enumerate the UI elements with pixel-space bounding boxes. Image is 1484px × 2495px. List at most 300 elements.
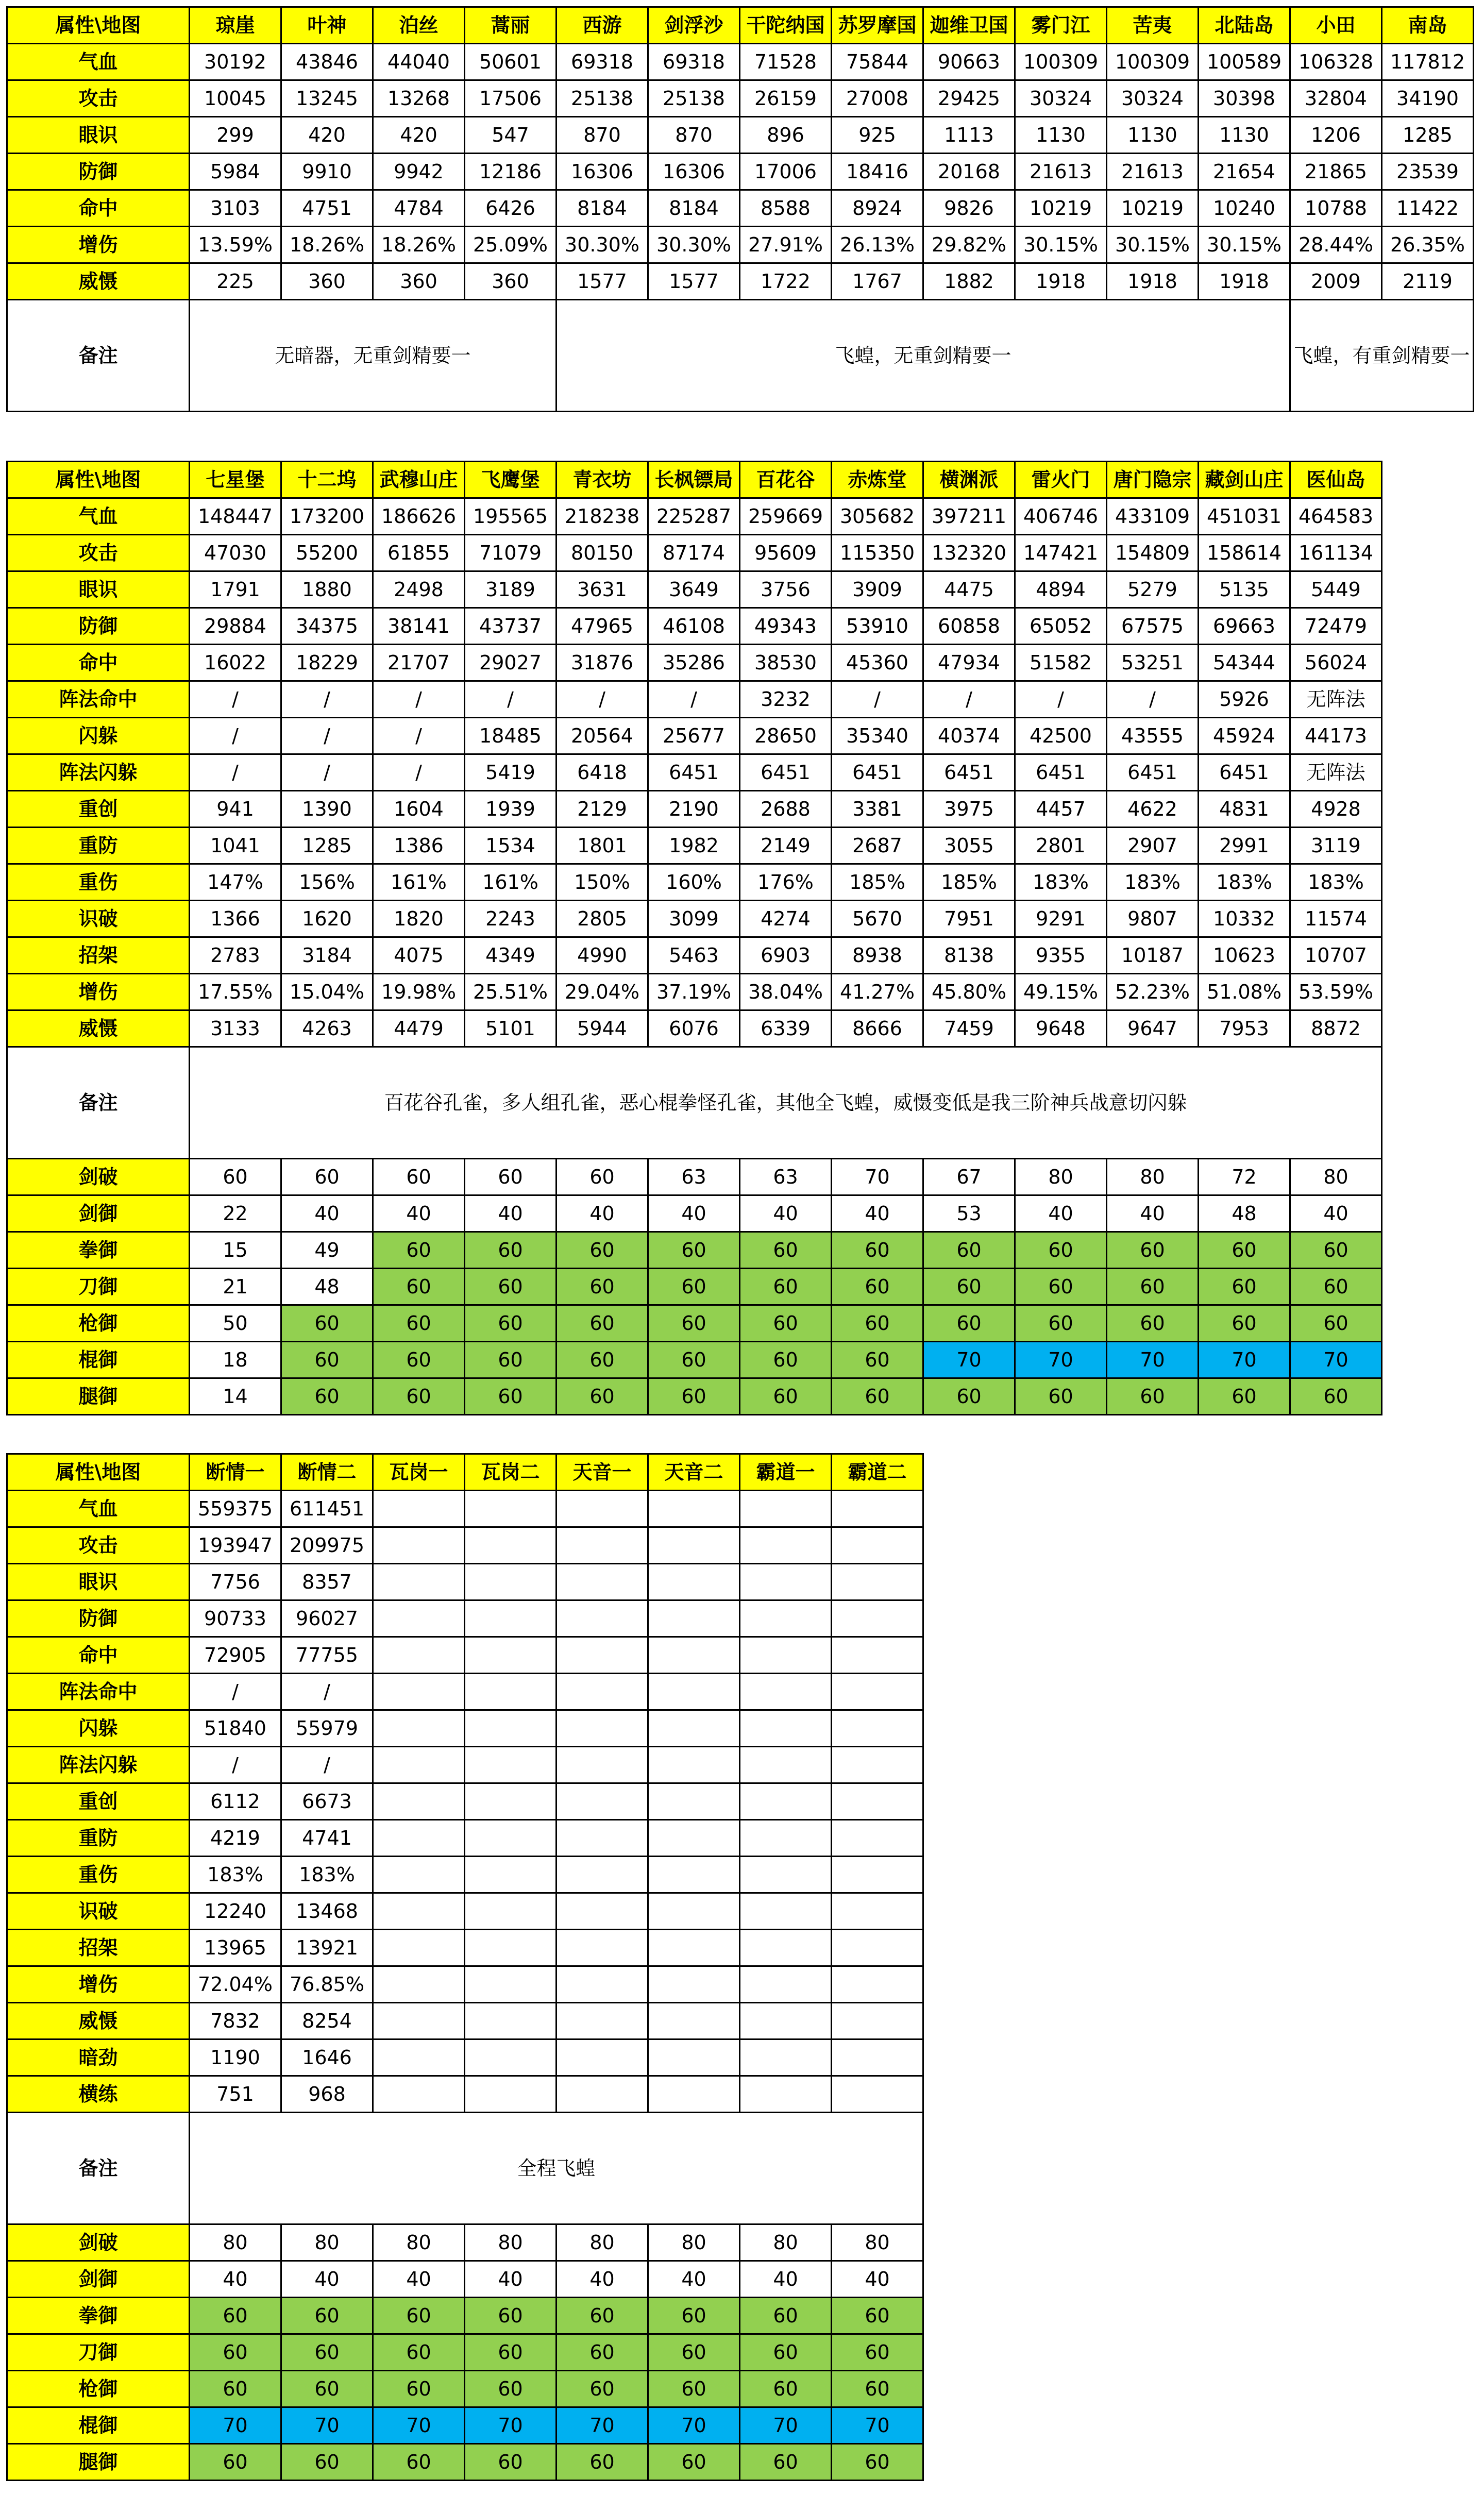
- value-cell[interactable]: [373, 1930, 465, 1966]
- value-cell[interactable]: 1722: [740, 263, 832, 300]
- value-cell[interactable]: 40374: [923, 718, 1015, 754]
- value-cell[interactable]: 25138: [556, 80, 648, 117]
- value-cell[interactable]: 60: [281, 2298, 373, 2334]
- value-cell[interactable]: 49343: [740, 608, 832, 645]
- value-cell[interactable]: 67575: [1107, 608, 1199, 645]
- value-cell[interactable]: 27008: [832, 80, 923, 117]
- corner-header-cell[interactable]: 属性\地图: [7, 7, 190, 44]
- value-cell[interactable]: 3232: [740, 681, 832, 718]
- value-cell[interactable]: [465, 1783, 556, 1820]
- value-cell[interactable]: [648, 1491, 740, 1527]
- value-cell[interactable]: [373, 1820, 465, 1857]
- value-cell[interactable]: [556, 1893, 648, 1930]
- row-label-cell[interactable]: 重创: [7, 791, 190, 828]
- value-cell[interactable]: 8924: [832, 190, 923, 227]
- value-cell[interactable]: 56024: [1290, 645, 1382, 681]
- value-cell[interactable]: 9807: [1107, 901, 1199, 937]
- map-header-cell[interactable]: 七星堡: [190, 462, 281, 498]
- value-cell[interactable]: 5926: [1199, 681, 1290, 718]
- value-cell[interactable]: 70: [832, 2407, 923, 2444]
- value-cell[interactable]: 35340: [832, 718, 923, 754]
- value-cell[interactable]: [832, 2076, 923, 2113]
- value-cell[interactable]: 23539: [1382, 154, 1474, 190]
- value-cell[interactable]: 60: [1199, 1232, 1290, 1269]
- value-cell[interactable]: 48: [1199, 1195, 1290, 1232]
- value-cell[interactable]: 1604: [373, 791, 465, 828]
- value-cell[interactable]: 60: [190, 2444, 281, 2481]
- value-cell[interactable]: 45360: [832, 645, 923, 681]
- value-cell[interactable]: 13468: [281, 1893, 373, 1930]
- value-cell[interactable]: 40: [648, 1195, 740, 1232]
- value-cell[interactable]: 547: [465, 117, 556, 154]
- value-cell[interactable]: 4075: [373, 937, 465, 974]
- value-cell[interactable]: 225: [190, 263, 281, 300]
- value-cell[interactable]: 28.44%: [1290, 227, 1382, 263]
- value-cell[interactable]: [648, 2076, 740, 2113]
- map-header-cell[interactable]: 武穆山庄: [373, 462, 465, 498]
- value-cell[interactable]: 43737: [465, 608, 556, 645]
- row-label-cell[interactable]: 攻击: [7, 1527, 190, 1564]
- value-cell[interactable]: 3975: [923, 791, 1015, 828]
- value-cell[interactable]: [373, 1857, 465, 1893]
- value-cell[interactable]: 6339: [740, 1010, 832, 1047]
- value-cell[interactable]: 5944: [556, 1010, 648, 1047]
- value-cell[interactable]: 30324: [1107, 80, 1199, 117]
- value-cell[interactable]: 70: [465, 2407, 556, 2444]
- value-cell[interactable]: 968: [281, 2076, 373, 2113]
- value-cell[interactable]: 2805: [556, 901, 648, 937]
- value-cell[interactable]: 2783: [190, 937, 281, 974]
- row-label-cell[interactable]: 增伤: [7, 1966, 190, 2003]
- value-cell[interactable]: 16022: [190, 645, 281, 681]
- value-cell[interactable]: 26.13%: [832, 227, 923, 263]
- value-cell[interactable]: [373, 1491, 465, 1527]
- value-cell[interactable]: 1577: [556, 263, 648, 300]
- value-cell[interactable]: 3909: [832, 571, 923, 608]
- map-header-cell[interactable]: 小田: [1290, 7, 1382, 44]
- value-cell[interactable]: 22: [190, 1195, 281, 1232]
- value-cell[interactable]: 60: [556, 2298, 648, 2334]
- value-cell[interactable]: [373, 1710, 465, 1747]
- map-header-cell[interactable]: 赤炼堂: [832, 462, 923, 498]
- value-cell[interactable]: 9826: [923, 190, 1015, 227]
- row-label-cell[interactable]: 命中: [7, 1637, 190, 1674]
- value-cell[interactable]: 40: [740, 1195, 832, 1232]
- value-cell[interactable]: [373, 1783, 465, 1820]
- value-cell[interactable]: 60: [648, 2298, 740, 2334]
- value-cell[interactable]: 6673: [281, 1783, 373, 1820]
- map-header-cell[interactable]: 干陀纳国: [740, 7, 832, 44]
- value-cell[interactable]: [556, 1527, 648, 1564]
- value-cell[interactable]: 6451: [1015, 754, 1107, 791]
- value-cell[interactable]: 10045: [190, 80, 281, 117]
- value-cell[interactable]: 60: [465, 2444, 556, 2481]
- row-label-cell[interactable]: 腿御: [7, 2444, 190, 2481]
- value-cell[interactable]: 60: [740, 2371, 832, 2407]
- value-cell[interactable]: [740, 1710, 832, 1747]
- map-header-cell[interactable]: 霸道一: [740, 1454, 832, 1491]
- value-cell[interactable]: 11574: [1290, 901, 1382, 937]
- value-cell[interactable]: 38141: [373, 608, 465, 645]
- row-label-cell[interactable]: 剑破: [7, 1159, 190, 1195]
- value-cell[interactable]: 21707: [373, 645, 465, 681]
- value-cell[interactable]: 30.15%: [1015, 227, 1107, 263]
- value-cell[interactable]: 60: [373, 1305, 465, 1342]
- value-cell[interactable]: 80: [832, 2224, 923, 2261]
- value-cell[interactable]: 6418: [556, 754, 648, 791]
- value-cell[interactable]: 1285: [1382, 117, 1474, 154]
- row-label-cell[interactable]: 威慑: [7, 263, 190, 300]
- value-cell[interactable]: 60: [648, 2371, 740, 2407]
- value-cell[interactable]: [832, 2003, 923, 2039]
- row-label-cell[interactable]: 棍御: [7, 1342, 190, 1378]
- value-cell[interactable]: [740, 1857, 832, 1893]
- value-cell[interactable]: 14: [190, 1378, 281, 1415]
- value-cell[interactable]: 65052: [1015, 608, 1107, 645]
- value-cell[interactable]: 10187: [1107, 937, 1199, 974]
- row-label-cell[interactable]: 腿御: [7, 1378, 190, 1415]
- value-cell[interactable]: 209975: [281, 1527, 373, 1564]
- value-cell[interactable]: 299: [190, 117, 281, 154]
- value-cell[interactable]: /: [465, 681, 556, 718]
- value-cell[interactable]: /: [281, 681, 373, 718]
- value-cell[interactable]: 6112: [190, 1783, 281, 1820]
- value-cell[interactable]: 100309: [1015, 44, 1107, 80]
- value-cell[interactable]: 60: [832, 1232, 923, 1269]
- value-cell[interactable]: 8666: [832, 1010, 923, 1047]
- value-cell[interactable]: 29425: [923, 80, 1015, 117]
- value-cell[interactable]: 70: [740, 2407, 832, 2444]
- value-cell[interactable]: 60: [465, 1159, 556, 1195]
- value-cell[interactable]: 2009: [1290, 263, 1382, 300]
- map-header-cell[interactable]: 瓦岗二: [465, 1454, 556, 1491]
- value-cell[interactable]: 12186: [465, 154, 556, 190]
- row-label-cell[interactable]: 命中: [7, 645, 190, 681]
- value-cell[interactable]: 51840: [190, 1710, 281, 1747]
- value-cell[interactable]: [832, 1930, 923, 1966]
- value-cell[interactable]: [832, 1966, 923, 2003]
- row-label-cell[interactable]: 阵法闪躲: [7, 1747, 190, 1783]
- value-cell[interactable]: 60: [1107, 1269, 1199, 1305]
- value-cell[interactable]: 100309: [1107, 44, 1199, 80]
- value-cell[interactable]: 63: [648, 1159, 740, 1195]
- value-cell[interactable]: [740, 1930, 832, 1966]
- value-cell[interactable]: [556, 1747, 648, 1783]
- value-cell[interactable]: 259669: [740, 498, 832, 535]
- value-cell[interactable]: 8254: [281, 2003, 373, 2039]
- value-cell[interactable]: 60: [465, 1232, 556, 1269]
- value-cell[interactable]: 32804: [1290, 80, 1382, 117]
- value-cell[interactable]: 2119: [1382, 263, 1474, 300]
- value-cell[interactable]: 60: [832, 2298, 923, 2334]
- value-cell[interactable]: 60: [832, 1269, 923, 1305]
- value-cell[interactable]: /: [1015, 681, 1107, 718]
- value-cell[interactable]: 5449: [1290, 571, 1382, 608]
- value-cell[interactable]: 17006: [740, 154, 832, 190]
- value-cell[interactable]: 161%: [465, 864, 556, 901]
- value-cell[interactable]: [648, 1930, 740, 1966]
- value-cell[interactable]: 1285: [281, 828, 373, 864]
- value-cell[interactable]: /: [281, 1747, 373, 1783]
- value-cell[interactable]: 10623: [1199, 937, 1290, 974]
- value-cell[interactable]: 25.09%: [465, 227, 556, 263]
- value-cell[interactable]: 3381: [832, 791, 923, 828]
- value-cell[interactable]: 60: [373, 2334, 465, 2371]
- row-label-cell[interactable]: 重伤: [7, 1857, 190, 1893]
- value-cell[interactable]: 360: [373, 263, 465, 300]
- value-cell[interactable]: [740, 1966, 832, 2003]
- value-cell[interactable]: 40: [373, 1195, 465, 1232]
- value-cell[interactable]: [832, 1527, 923, 1564]
- value-cell[interactable]: 15.04%: [281, 974, 373, 1010]
- row-label-cell[interactable]: 刀御: [7, 1269, 190, 1305]
- row-label-cell[interactable]: 防御: [7, 154, 190, 190]
- value-cell[interactable]: 3119: [1290, 828, 1382, 864]
- notes-label-cell[interactable]: 备注: [7, 300, 190, 412]
- value-cell[interactable]: 80: [190, 2224, 281, 2261]
- value-cell[interactable]: 161134: [1290, 535, 1382, 571]
- value-cell[interactable]: 9648: [1015, 1010, 1107, 1047]
- value-cell[interactable]: 173200: [281, 498, 373, 535]
- value-cell[interactable]: 9647: [1107, 1010, 1199, 1047]
- value-cell[interactable]: 29.82%: [923, 227, 1015, 263]
- value-cell[interactable]: /: [1107, 681, 1199, 718]
- value-cell[interactable]: [648, 1966, 740, 2003]
- note-cell[interactable]: 全程飞蝗: [190, 2113, 923, 2224]
- row-label-cell[interactable]: 阵法命中: [7, 1674, 190, 1710]
- value-cell[interactable]: 2907: [1107, 828, 1199, 864]
- value-cell[interactable]: 72479: [1290, 608, 1382, 645]
- map-header-cell[interactable]: 蒿丽: [465, 7, 556, 44]
- value-cell[interactable]: 40: [740, 2261, 832, 2298]
- value-cell[interactable]: [740, 2039, 832, 2076]
- value-cell[interactable]: [373, 1564, 465, 1600]
- value-cell[interactable]: 75844: [832, 44, 923, 80]
- value-cell[interactable]: 60: [190, 2334, 281, 2371]
- map-header-cell[interactable]: 苦夷: [1107, 7, 1199, 44]
- value-cell[interactable]: [373, 1674, 465, 1710]
- value-cell[interactable]: 69318: [648, 44, 740, 80]
- value-cell[interactable]: 40: [648, 2261, 740, 2298]
- value-cell[interactable]: 72.04%: [190, 1966, 281, 2003]
- value-cell[interactable]: 6076: [648, 1010, 740, 1047]
- value-cell[interactable]: /: [373, 681, 465, 718]
- value-cell[interactable]: [465, 1527, 556, 1564]
- value-cell[interactable]: 71528: [740, 44, 832, 80]
- value-cell[interactable]: 70: [1290, 1342, 1382, 1378]
- row-label-cell[interactable]: 剑破: [7, 2224, 190, 2261]
- value-cell[interactable]: 61855: [373, 535, 465, 571]
- value-cell[interactable]: 60: [648, 1378, 740, 1415]
- value-cell[interactable]: 19.98%: [373, 974, 465, 1010]
- row-label-cell[interactable]: 威慑: [7, 1010, 190, 1047]
- value-cell[interactable]: [832, 1674, 923, 1710]
- value-cell[interactable]: [373, 1966, 465, 2003]
- map-header-cell[interactable]: 医仙岛: [1290, 462, 1382, 498]
- value-cell[interactable]: 1918: [1107, 263, 1199, 300]
- value-cell[interactable]: [556, 1674, 648, 1710]
- row-label-cell[interactable]: 重防: [7, 1820, 190, 1857]
- row-label-cell[interactable]: 拳御: [7, 2298, 190, 2334]
- map-header-cell[interactable]: 南岛: [1382, 7, 1474, 44]
- value-cell[interactable]: 72905: [190, 1637, 281, 1674]
- value-cell[interactable]: 70: [373, 2407, 465, 2444]
- value-cell[interactable]: [648, 1600, 740, 1637]
- row-label-cell[interactable]: 枪御: [7, 2371, 190, 2407]
- value-cell[interactable]: 30.30%: [648, 227, 740, 263]
- value-cell[interactable]: 185%: [923, 864, 1015, 901]
- value-cell[interactable]: 4475: [923, 571, 1015, 608]
- value-cell[interactable]: 80: [648, 2224, 740, 2261]
- row-label-cell[interactable]: 眼识: [7, 1564, 190, 1600]
- value-cell[interactable]: 420: [281, 117, 373, 154]
- map-header-cell[interactable]: 苏罗摩国: [832, 7, 923, 44]
- value-cell[interactable]: 70: [648, 2407, 740, 2444]
- value-cell[interactable]: 183%: [1015, 864, 1107, 901]
- value-cell[interactable]: 40: [1107, 1195, 1199, 1232]
- value-cell[interactable]: 60: [373, 1269, 465, 1305]
- value-cell[interactable]: 3631: [556, 571, 648, 608]
- value-cell[interactable]: 13.59%: [190, 227, 281, 263]
- value-cell[interactable]: 2129: [556, 791, 648, 828]
- value-cell[interactable]: 52.23%: [1107, 974, 1199, 1010]
- value-cell[interactable]: 34190: [1382, 80, 1474, 117]
- value-cell[interactable]: [740, 1491, 832, 1527]
- value-cell[interactable]: [556, 1857, 648, 1893]
- value-cell[interactable]: 60: [648, 2444, 740, 2481]
- value-cell[interactable]: 9910: [281, 154, 373, 190]
- value-cell[interactable]: 26159: [740, 80, 832, 117]
- row-label-cell[interactable]: 防御: [7, 1600, 190, 1637]
- value-cell[interactable]: 31876: [556, 645, 648, 681]
- value-cell[interactable]: 106328: [1290, 44, 1382, 80]
- value-cell[interactable]: 1130: [1107, 117, 1199, 154]
- value-cell[interactable]: [832, 1600, 923, 1637]
- value-cell[interactable]: [648, 1820, 740, 1857]
- row-label-cell[interactable]: 重创: [7, 1783, 190, 1820]
- value-cell[interactable]: 49.15%: [1015, 974, 1107, 1010]
- row-label-cell[interactable]: 阵法闪躲: [7, 754, 190, 791]
- value-cell[interactable]: 35286: [648, 645, 740, 681]
- value-cell[interactable]: 60: [648, 1232, 740, 1269]
- value-cell[interactable]: 43555: [1107, 718, 1199, 754]
- value-cell[interactable]: 18416: [832, 154, 923, 190]
- value-cell[interactable]: 185%: [832, 864, 923, 901]
- value-cell[interactable]: 60: [465, 2371, 556, 2407]
- value-cell[interactable]: 50601: [465, 44, 556, 80]
- value-cell[interactable]: 60: [373, 1378, 465, 1415]
- value-cell[interactable]: 60: [556, 1305, 648, 1342]
- value-cell[interactable]: [465, 1564, 556, 1600]
- value-cell[interactable]: 45.80%: [923, 974, 1015, 1010]
- value-cell[interactable]: 8357: [281, 1564, 373, 1600]
- value-cell[interactable]: 80: [465, 2224, 556, 2261]
- value-cell[interactable]: [465, 1893, 556, 1930]
- value-cell[interactable]: 1801: [556, 828, 648, 864]
- value-cell[interactable]: [465, 1600, 556, 1637]
- value-cell[interactable]: 1620: [281, 901, 373, 937]
- value-cell[interactable]: 4990: [556, 937, 648, 974]
- value-cell[interactable]: 176%: [740, 864, 832, 901]
- value-cell[interactable]: 420: [373, 117, 465, 154]
- value-cell[interactable]: 60: [1107, 1305, 1199, 1342]
- value-cell[interactable]: 158614: [1199, 535, 1290, 571]
- value-cell[interactable]: 16306: [556, 154, 648, 190]
- map-header-cell[interactable]: 十二坞: [281, 462, 373, 498]
- value-cell[interactable]: 6451: [648, 754, 740, 791]
- value-cell[interactable]: 13268: [373, 80, 465, 117]
- value-cell[interactable]: 1113: [923, 117, 1015, 154]
- map-header-cell[interactable]: 长枫镖局: [648, 462, 740, 498]
- value-cell[interactable]: 1791: [190, 571, 281, 608]
- value-cell[interactable]: 60: [556, 1232, 648, 1269]
- map-header-cell[interactable]: 北陆岛: [1199, 7, 1290, 44]
- value-cell[interactable]: [648, 1564, 740, 1600]
- value-cell[interactable]: 2149: [740, 828, 832, 864]
- row-label-cell[interactable]: 阵法命中: [7, 681, 190, 718]
- value-cell[interactable]: 30.15%: [1107, 227, 1199, 263]
- value-cell[interactable]: 60: [465, 2334, 556, 2371]
- value-cell[interactable]: [373, 1600, 465, 1637]
- value-cell[interactable]: 60: [373, 1159, 465, 1195]
- value-cell[interactable]: 21613: [1107, 154, 1199, 190]
- value-cell[interactable]: 60: [740, 1232, 832, 1269]
- value-cell[interactable]: 5101: [465, 1010, 556, 1047]
- value-cell[interactable]: 6426: [465, 190, 556, 227]
- value-cell[interactable]: 80: [1107, 1159, 1199, 1195]
- map-header-cell[interactable]: 叶神: [281, 7, 373, 44]
- value-cell[interactable]: 80: [281, 2224, 373, 2261]
- value-cell[interactable]: 60: [740, 2334, 832, 2371]
- value-cell[interactable]: 1190: [190, 2039, 281, 2076]
- value-cell[interactable]: [465, 1674, 556, 1710]
- map-header-cell[interactable]: 迦维卫国: [923, 7, 1015, 44]
- value-cell[interactable]: 5419: [465, 754, 556, 791]
- value-cell[interactable]: 1646: [281, 2039, 373, 2076]
- value-cell[interactable]: 40: [556, 2261, 648, 2298]
- value-cell[interactable]: 4457: [1015, 791, 1107, 828]
- value-cell[interactable]: [740, 1527, 832, 1564]
- map-header-cell[interactable]: 唐门隐宗: [1107, 462, 1199, 498]
- row-label-cell[interactable]: 增伤: [7, 974, 190, 1010]
- value-cell[interactable]: 76.85%: [281, 1966, 373, 2003]
- note-cell[interactable]: 百花谷孔雀，多人组孔雀，恶心棍拳怪孔雀，其他全飞蝗，威慑变低是我三阶神兵战意切闪躲: [190, 1047, 1382, 1159]
- value-cell[interactable]: 4219: [190, 1820, 281, 1857]
- value-cell[interactable]: 3055: [923, 828, 1015, 864]
- value-cell[interactable]: 9942: [373, 154, 465, 190]
- value-cell[interactable]: 10788: [1290, 190, 1382, 227]
- value-cell[interactable]: /: [556, 681, 648, 718]
- value-cell[interactable]: 4751: [281, 190, 373, 227]
- value-cell[interactable]: 1918: [1015, 263, 1107, 300]
- value-cell[interactable]: 183%: [1290, 864, 1382, 901]
- value-cell[interactable]: 1767: [832, 263, 923, 300]
- map-header-cell[interactable]: 霸道二: [832, 1454, 923, 1491]
- value-cell[interactable]: 2991: [1199, 828, 1290, 864]
- note-cell[interactable]: 飞蝗，无重剑精要一: [556, 300, 1290, 412]
- value-cell[interactable]: 50: [190, 1305, 281, 1342]
- value-cell[interactable]: 60: [923, 1232, 1015, 1269]
- value-cell[interactable]: 464583: [1290, 498, 1382, 535]
- value-cell[interactable]: 87174: [648, 535, 740, 571]
- value-cell[interactable]: /: [648, 681, 740, 718]
- value-cell[interactable]: 26.35%: [1382, 227, 1474, 263]
- value-cell[interactable]: 70: [281, 2407, 373, 2444]
- value-cell[interactable]: 60: [373, 2371, 465, 2407]
- value-cell[interactable]: 60: [373, 2298, 465, 2334]
- value-cell[interactable]: 63: [740, 1159, 832, 1195]
- value-cell[interactable]: [832, 1710, 923, 1747]
